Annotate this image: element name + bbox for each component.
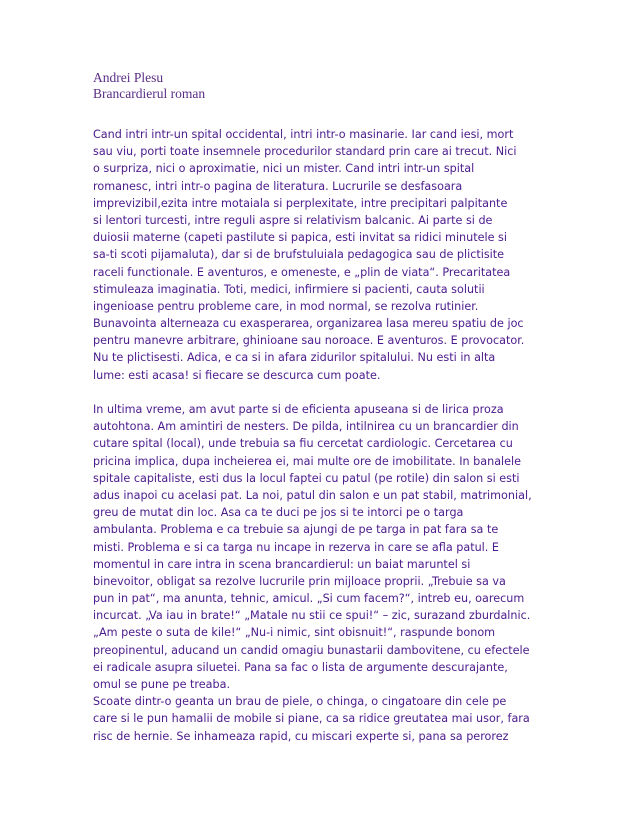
text-line: lume: esti acasa! si fiecare se descurca cum poate. (93, 368, 381, 382)
text-line: pun in pat“, ma anunta, tehnic, amicul. „Si cum facem?“, intreb eu, oarecum (93, 592, 525, 606)
text-line: adus inapoi cu acelasi pat. La noi, patul din salon e un pat stabil, matrimonial, (93, 488, 532, 502)
author-name: Andrei Plesu (93, 70, 164, 85)
text-line: misti. Problema e si ca targa nu incape in rezerva in care se afla patul. E (93, 540, 499, 554)
text-line: „Am peste o suta de kile!“ „Nu-i nimic, sint obisnuit!“, raspunde bonom (93, 626, 496, 640)
text-line: imprevizibil,ezita intre motaiala si perplexitate, intre precipitari palpitante (93, 196, 508, 210)
text-line: preopinentul, aducand un candid omagiu bunastarii dambovitene, cu efectele (93, 643, 530, 657)
text-line: Scoate dintr-o geanta un brau de piele, o chinga, o cingatoare din cele pe (93, 695, 507, 709)
text-line: pricina implica, dupa incheierea ei, mai multe ore de imobilitate. In banalele (93, 454, 522, 468)
text-line: cutare spital (local), unde trebuia sa fiu cercetat cardiologic. Cercetarea cu (93, 437, 513, 451)
text-line: greu de mutat din loc. Asa ca te duci pe jos si te intorci pe o targa (93, 506, 464, 520)
document-body (93, 126, 563, 745)
text-line: momentul in care intra in scena brancardierul: un baiat maruntel si (93, 557, 471, 571)
paragraph-gap (93, 384, 563, 401)
text-line: sa-ti scoti pijamaluta), dar si de brufstuluiala pedagogica sau de plictisite (93, 248, 505, 262)
text-line: risc de hernie. Se inhameaza rapid, cu miscari experte si, pana sa perorez (93, 729, 509, 743)
text-line: romanesc, intri intr-o pagina de literatura. Lucrurile se desfasoara (93, 179, 463, 193)
text-line: duiosii materne (capeti pastilute si papica, esti invitat sa ridici minutele si (93, 231, 507, 245)
text-line: ambulanta. Problema e ca trebuie sa ajungi de pe targa in pat fara sa te (93, 523, 499, 537)
text-line: raceli functionale. E aventuros, e omeneste, e „plin de viata“. Precaritatea (93, 265, 511, 279)
text-line: omul se pune pe treaba. (93, 678, 231, 691)
document-title: Brancardierul roman (93, 86, 206, 101)
text-line: pentru manevre arbitrare, ghinioane sau noroace. E aventuros. E provocator. (93, 334, 525, 348)
document-header (93, 70, 205, 102)
text-line: In ultima vreme, am avut parte si de eficienta apuseana si de lirica proza (93, 403, 504, 416)
text-line: Cand intri intr-un spital occidental, intri intr-o masinarie. Iar cand iesi, mort (93, 128, 514, 141)
text-line: spitale capitaliste, esti dus la locul faptei cu patul (pe rotile) din salon si esti (93, 471, 520, 485)
text-line: sau viu, porti toate insemnele procedurilor standard prin care ai trecut. Nici (93, 145, 517, 159)
text-line: Nu te plictisesti. Adica, e ca si in afara zidurilor spitalului. Nu esti in alta (93, 351, 496, 365)
text-line: o surpriza, nici o aproximatie, nici un mister. Cand intri intr-un spital (93, 162, 475, 176)
text-line: stimuleaza imaginatia. Toti, medici, infirmiere si pacienti, cauta solutii (93, 282, 485, 296)
text-line: binevoitor, obligat sa rezolve lucrurile prin mijloace proprii. „Trebuie sa va (93, 574, 506, 588)
text-line: Bunavointa alterneaza cu exasperarea, organizarea lasa mereu spatiu de joc (93, 317, 524, 331)
text-line: ingenioase pentru probleme care, in mod normal, se rezolva rutinier. (93, 299, 479, 313)
text-line: care si le pun hamalii de mobile si piane, ca sa ridice greutatea mai usor, fara (93, 712, 530, 726)
text-line: incurcat. „Va iau in brate!“ „Matale nu stii ce spui!“ – zic, surazand zburdalnic. (93, 609, 531, 623)
text-line: si lentori turcesti, intre reguli aspre si relativism balcanic. Ai parte si de (93, 213, 493, 227)
text-line: ei radicale asupra siluetei. Pana sa fac o lista de argumente descurajante, (93, 660, 508, 674)
text-line: autohtona. Am amintiri de nesters. De pilda, intilnirea cu un brancardier din (93, 420, 519, 434)
